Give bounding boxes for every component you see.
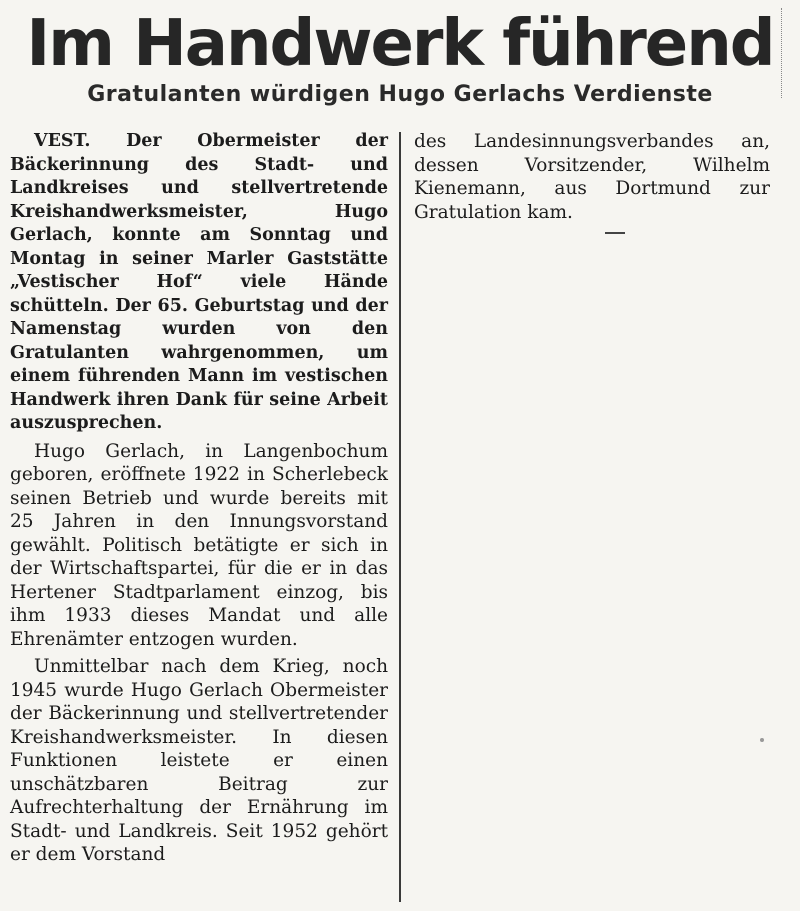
column-divider — [399, 132, 401, 902]
headline: Im Handwerk führend — [26, 7, 774, 81]
paper-speck — [760, 738, 764, 742]
left-column — [10, 130, 388, 871]
right-column — [414, 130, 770, 228]
body-paragraph-2: Hugo Gerlach, in Langenbochum geboren, eröffnete 1922 in Scherlebeck seinen Betrieb und wurde bereits mit 25 Jahren in den Innungsvorstand gewählt. Politisch betätigte er sich in der Wirtschaftspartei, für die er in das Hertener Stadtparlament einzog, bis ihm 1933 dieses Mandat und alle Ehrenämter entzogen wurden. — [10, 440, 388, 650]
clipping-edge-mark — [780, 8, 782, 98]
lead-paragraph: VEST. Der Obermeister der Bäckerinnung des Stadt- und Landkreises und stellvertretende Kreishandwerksmeister, Hugo Gerlach, konnte am Sonntag und Montag in seiner Marler Gaststätte „Vestischer Hof“ viele Hände schütteln. Der 65. Geburtstag und der Namenstag wurden von den Gratulanten wahrgenommen, um einem führenden Mann im vestischen Handwerk ihren Dank für seine Arbeit auszusprechen. — [10, 131, 388, 433]
end-of-article-dash — [605, 232, 625, 234]
body-paragraph-3: Unmittelbar nach dem Krieg, noch 1945 wurde Hugo Gerlach Obermeister der Bäckerinnung und stellvertretender Kreishandwerksmeister. In diesen Funktionen leistete er einen unschätzbaren Beitrag zur Aufrechterhaltung der Ernährung im Stadt- und Landkreis. Seit 1952 gehört er dem Vorstand — [10, 656, 388, 865]
continuation-paragraph: des Landesinnungsverbandes an, dessen Vorsitzender, Wilhelm Kienemann, aus Dortmund zur Gratulation kam. — [414, 131, 770, 223]
subheadline: Gratulanten würdigen Hugo Gerlachs Verdienste — [87, 82, 713, 107]
